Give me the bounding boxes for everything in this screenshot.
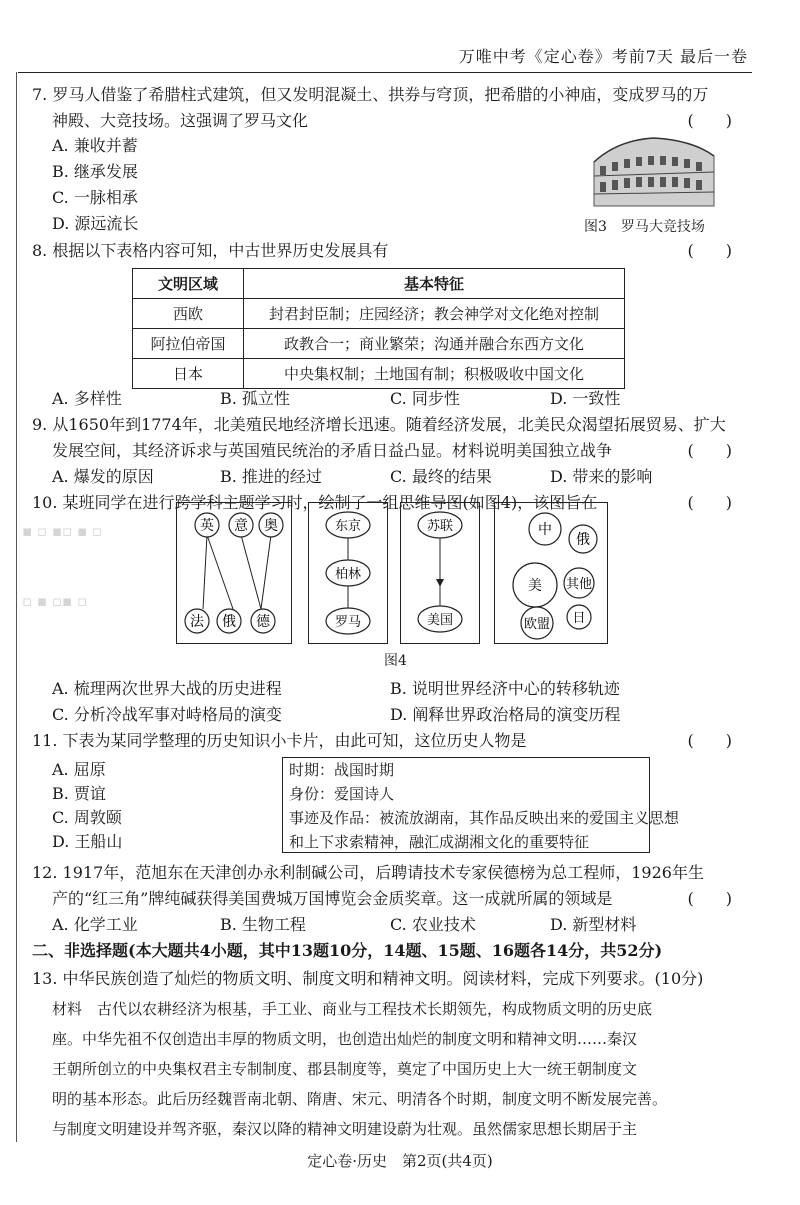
q9-option-b: B. 推进的经过	[220, 467, 322, 486]
q11-option-c: C. 周敦颐	[52, 808, 122, 827]
card-line: 时期：战国时期	[289, 761, 395, 779]
q8-option-c: C. 同步性	[390, 389, 460, 408]
bleed-through-text: ▫ ▪ ▫▪ ▫	[22, 592, 88, 610]
q7-line1: 7. 罗马人借鉴了希腊柱式建筑，但又发明混凝土、拱券与穹顶，把希腊的小神庙，变成罗马的万	[32, 85, 709, 104]
table-cell: 政教合一；商业繁荣；沟通并融合东西方文化	[244, 329, 625, 359]
table-row	[133, 299, 625, 329]
node-label: 美	[528, 578, 542, 594]
q10-stem: 10. 某班同学在进行跨学科主题学习时，绘制了一组思维导图(如图4)，该图旨在	[32, 493, 598, 512]
section-2-title: 二、非选择题(本大题共4小题，其中13题10分，14题、15题、16题各14分，共52分)	[32, 941, 663, 960]
header-rule	[18, 72, 752, 73]
q10-option-a: A. 梳理两次世界大战的历史进程	[52, 679, 282, 698]
table-header-row	[133, 269, 625, 299]
civilization-table	[132, 268, 625, 389]
colosseum-image	[588, 132, 720, 210]
figure-3-caption: 图3 罗马大竞技场	[584, 219, 705, 235]
node-label: 苏联	[426, 519, 454, 534]
material-line: 明的基本形态。此后历经魏晋南北朝、隋唐、宋元、明清各个时期，制度文明不断发展完善。	[52, 1090, 668, 1108]
q12-line1: 12. 1917年，范旭东在天津创办永利制碱公司，后聘请技术专家侯德榜为总工程师，1926年生	[32, 863, 704, 882]
q8-option-a: A. 多样性	[52, 389, 122, 408]
mind-map-1	[176, 502, 292, 644]
table-cell: 西欧	[133, 299, 244, 329]
figure-4-caption: 图4	[384, 653, 407, 669]
q7-answer-paren: ( )	[687, 111, 732, 130]
left-margin-rule	[16, 72, 17, 1142]
table-row	[133, 329, 625, 359]
mind-map-2	[308, 502, 388, 644]
bleed-through-text: ▪ ▫ ▪▫ ▪ ▫	[22, 522, 103, 540]
table-cell: 中央集权制；土地国有制；积极吸收中国文化	[244, 359, 625, 389]
node-label: 俄	[222, 614, 236, 630]
arrow-down-icon	[436, 579, 444, 587]
question-9	[32, 412, 732, 464]
question-8	[32, 238, 732, 264]
node-label: 英	[200, 518, 214, 534]
q12-answer-paren: ( )	[687, 889, 732, 908]
knowledge-card	[282, 757, 680, 853]
q9-option-c: C. 最终的结果	[390, 467, 492, 486]
q9-option-d: D. 带来的影响	[550, 467, 653, 486]
q9-line1: 9. 从1650年到1774年，北美殖民地经济增长迅速。随着经济发展，北美民众渴望拓展贸易、扩大	[32, 415, 726, 434]
q11-option-b: B. 贾谊	[52, 784, 106, 803]
material-line: 王朝所创立的中央集权君主专制制度、郡县制度等，奠定了中国历史上大一统王朝制度文	[52, 1060, 638, 1078]
question-7	[32, 82, 732, 134]
q8-options	[52, 386, 742, 410]
q10-options-row1	[52, 676, 742, 700]
q9-option-a: A. 爆发的原因	[52, 467, 154, 486]
q11-answer-paren: ( )	[687, 731, 732, 750]
node-label: 柏林	[334, 567, 362, 582]
q7-option-a: A. 兼收并蓄	[52, 136, 138, 155]
page-footer: 定心卷·历史 第2页(共4页)	[307, 1152, 493, 1170]
table-cell: 封君封臣制；庄园经济；教会神学对文化绝对控制	[244, 299, 625, 329]
node-label: 罗马	[334, 615, 362, 630]
q10-options-row2	[52, 702, 742, 726]
q12-line2: 产的“红三角”牌纯碱获得美国费城万国博览会金质奖章。这一成就所属的领域是	[52, 889, 613, 908]
q10-option-b: B. 说明世界经济中心的转移轨迹	[390, 679, 620, 698]
q10-answer-paren: ( )	[687, 493, 732, 512]
q12-option-b: B. 生物工程	[220, 915, 306, 934]
q7-option-c: C. 一脉相承	[52, 188, 138, 207]
table-cell: 日本	[133, 359, 244, 389]
header-title: 万唯中考《定心卷》考前7天 最后一卷	[458, 47, 748, 66]
material-line: 座。中华先祖不仅创造出丰厚的物质文明，也创造出灿烂的制度文明和精神文明……秦汉	[52, 1030, 638, 1048]
q9-line2: 发展空间，其经济诉求与英国殖民统治的矛盾日益凸显。材料说明美国独立战争	[52, 441, 613, 460]
card-line: 事迹及作品：被流放湖南，其作品反映出来的爱国主义思想	[289, 809, 680, 827]
q9-answer-paren: ( )	[687, 441, 732, 460]
table-header-feature: 基本特征	[244, 269, 625, 299]
q12-options	[52, 912, 742, 936]
node-label: 美国	[426, 613, 454, 628]
node-label: 法	[190, 614, 204, 630]
q7-option-b: B. 继承发展	[52, 162, 138, 181]
table-cell: 阿拉伯帝国	[133, 329, 244, 359]
material-line: 与制度文明建设并驾齐驱，秦汉以降的精神文明建设蔚为壮观。虽然儒家思想长期居于主	[52, 1120, 638, 1138]
question-11	[32, 728, 732, 754]
node-label: 中	[538, 522, 552, 538]
q11-option-a: A. 屈原	[52, 760, 106, 779]
mind-map-4	[494, 502, 608, 644]
table-header-region: 文明区域	[133, 269, 244, 299]
q11-stem: 11. 下表为某同学整理的历史知识小卡片，由此可知，这位历史人物是	[32, 731, 527, 750]
q13-stem: 13. 中华民族创造了灿烂的物质文明、制度文明和精神文明。阅读材料，完成下列要求。(10分)	[32, 969, 704, 988]
node-label: 欧盟	[523, 617, 551, 632]
q8-stem: 8. 根据以下表格内容可知，中古世界历史发展具有	[32, 241, 389, 260]
card-line: 和上下求索精神，融汇成湖湘文化的重要特征	[289, 833, 590, 851]
q8-answer-paren: ( )	[687, 241, 732, 260]
node-label: 德	[256, 614, 270, 630]
card-line: 身份：爱国诗人	[289, 785, 395, 803]
q7-line2: 神殿、大竞技场。这强调了罗马文化	[52, 111, 309, 130]
material-line: 材料 古代以农耕经济为根基，手工业、商业与工程技术长期领先，构成物质文明的历史底	[52, 1000, 653, 1018]
node-label: 日	[572, 611, 586, 626]
q12-option-a: A. 化学工业	[52, 915, 138, 934]
q13-material	[52, 994, 742, 1144]
q9-options	[52, 464, 742, 488]
node-label: 俄	[576, 532, 590, 548]
q12-option-c: C. 农业技术	[390, 915, 476, 934]
node-label: 东京	[334, 519, 362, 534]
q11-option-d: D. 王船山	[52, 832, 123, 851]
node-label: 奥	[264, 518, 278, 534]
q12-option-d: D. 新型材料	[550, 915, 637, 934]
node-label: 意	[234, 518, 248, 534]
q10-option-d: D. 阐释世界政治格局的演变历程	[390, 705, 621, 724]
question-13	[32, 966, 732, 992]
question-12	[32, 860, 732, 912]
q8-option-d: D. 一致性	[550, 389, 621, 408]
q10-option-c: C. 分析冷战军事对峙格局的演变	[52, 705, 282, 724]
q8-option-b: B. 孤立性	[220, 389, 290, 408]
mind-map-3	[400, 502, 480, 644]
q7-option-d: D. 源远流长	[52, 214, 139, 233]
node-label: 其他	[565, 577, 593, 592]
table-row	[133, 359, 625, 389]
